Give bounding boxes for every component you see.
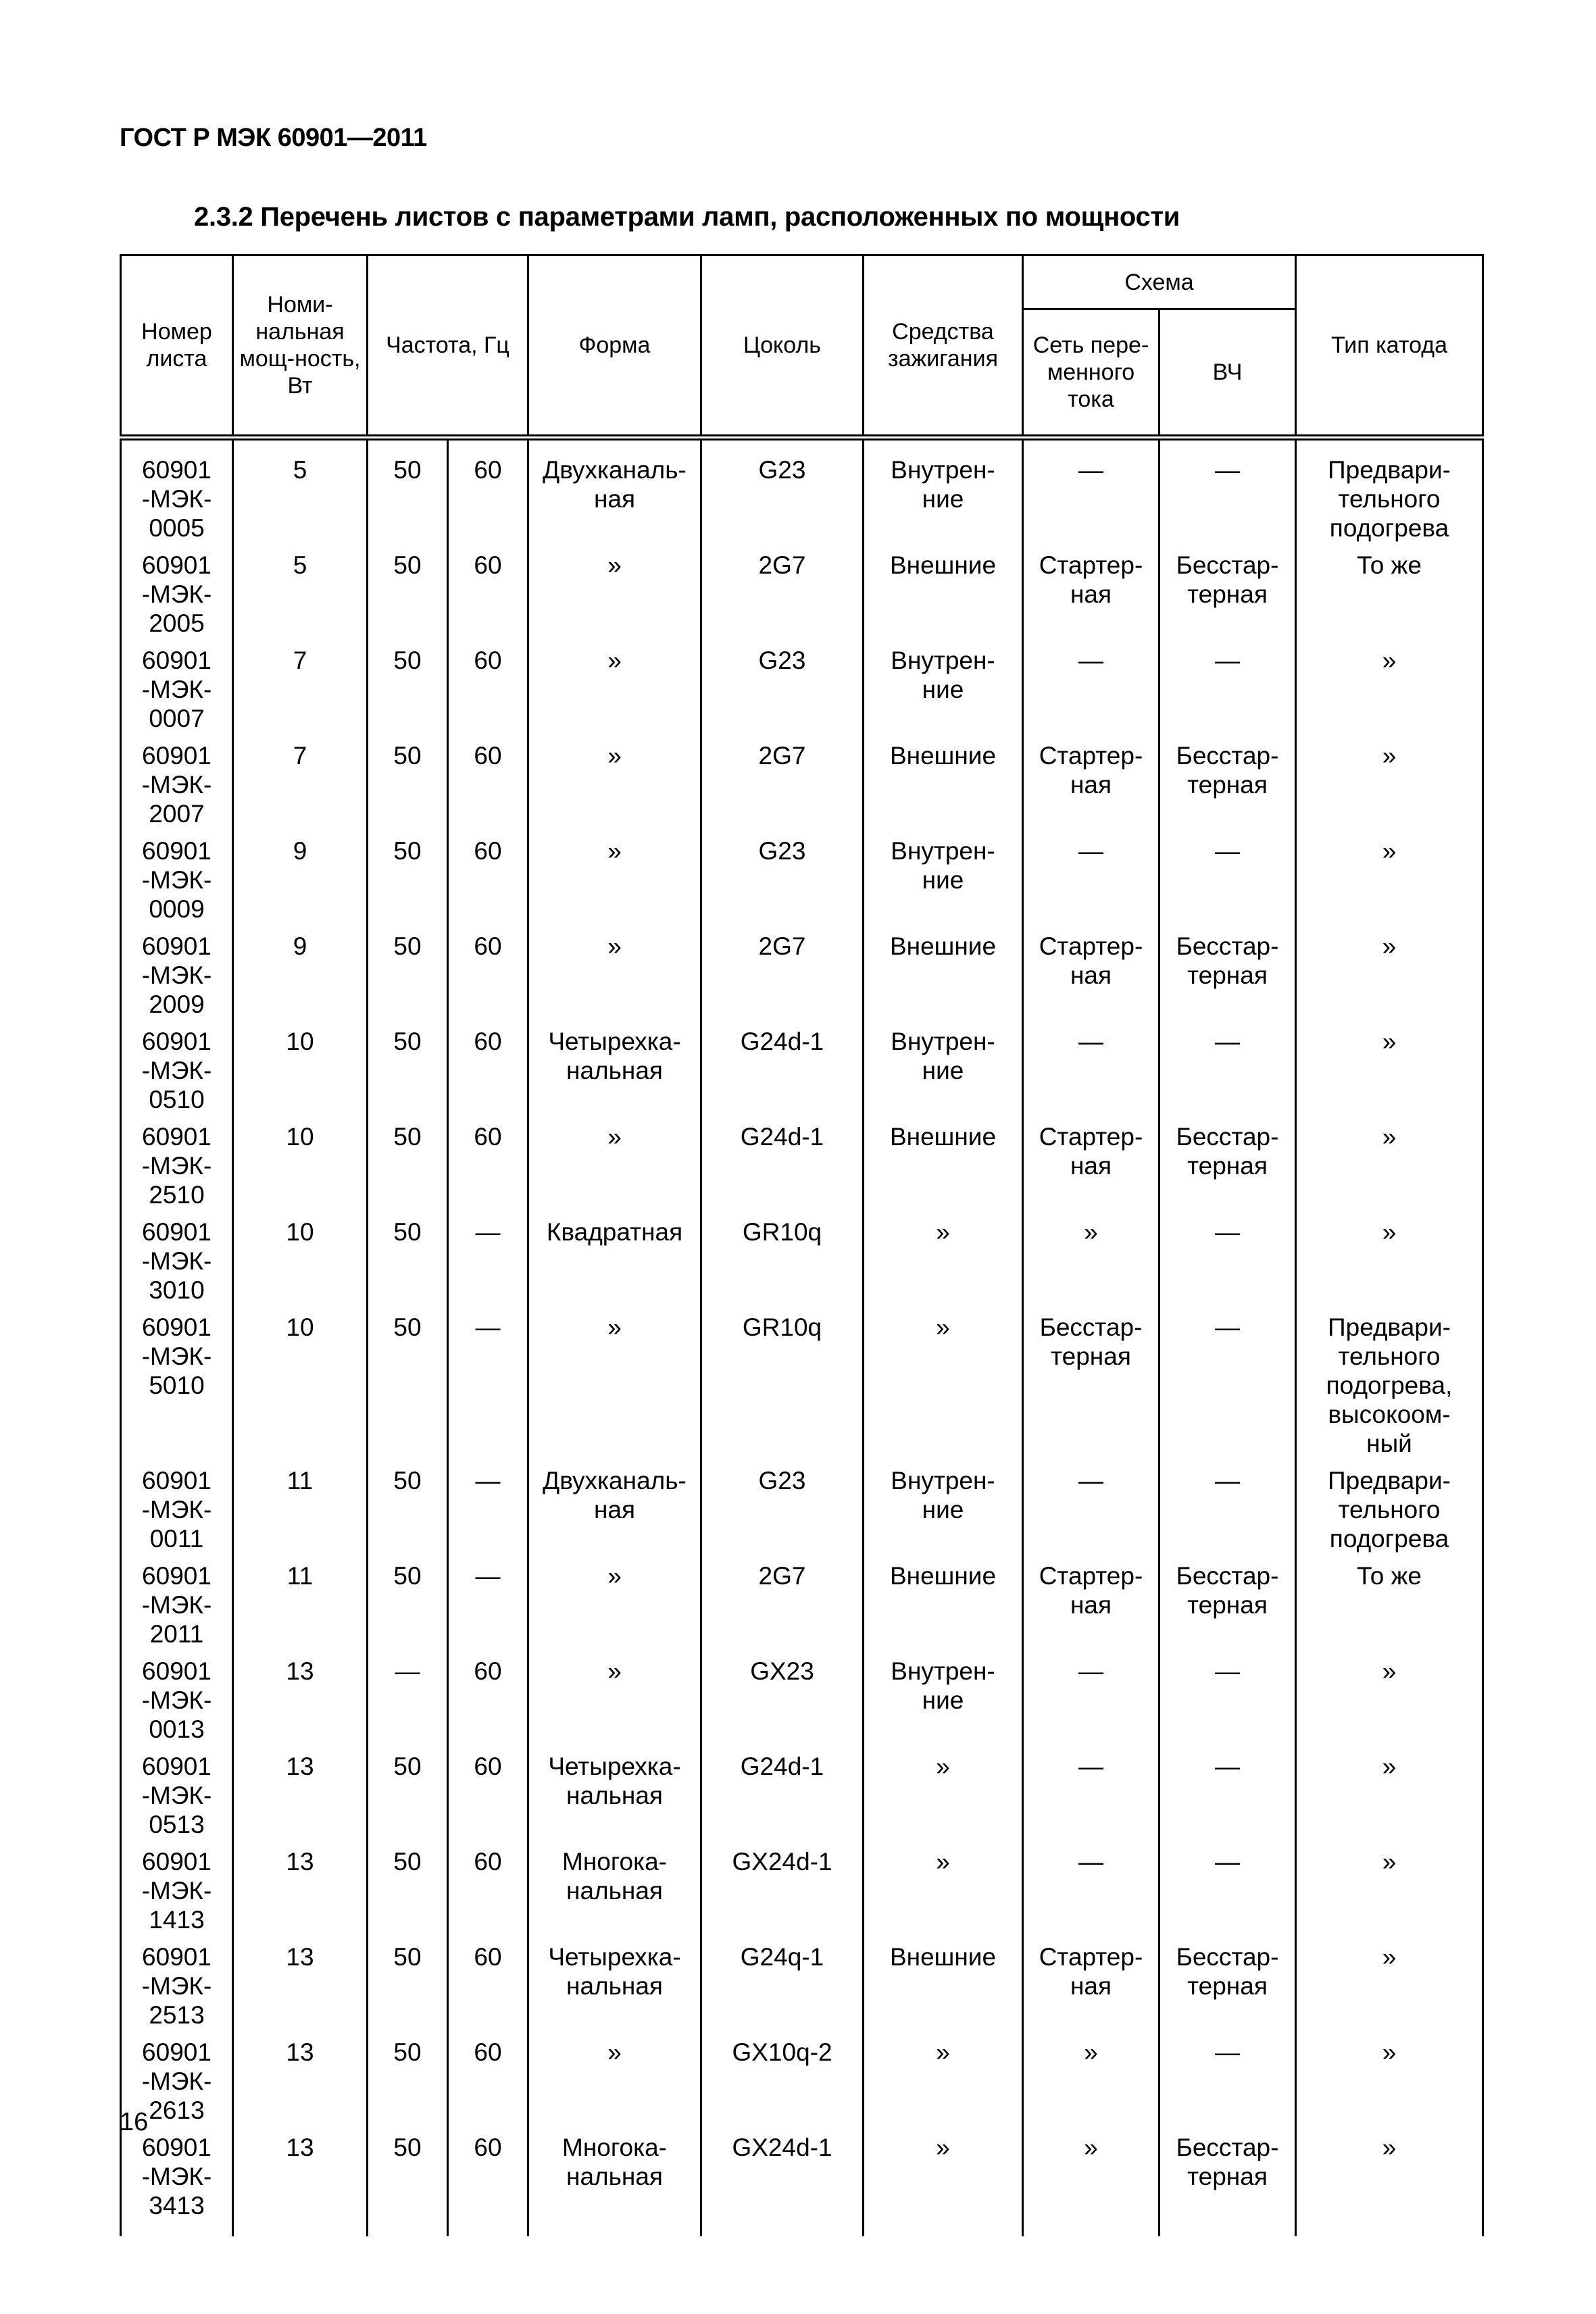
cell-nominal-power: 13 [233, 1934, 368, 2030]
lamp-sheet-table [120, 254, 1484, 2236]
cell-ignition: Внешние [864, 543, 1023, 638]
cell-base: G24q-1 [701, 1934, 864, 2030]
cell-scheme-hf: — [1159, 1744, 1296, 1839]
cell-ignition: Внутрен- ние [864, 1458, 1023, 1553]
cell-frequency-60: 60 [448, 733, 528, 828]
cell-shape: » [528, 543, 701, 638]
cell-cathode-type: » [1296, 1209, 1483, 1305]
cell-frequency-50: 50 [368, 638, 448, 733]
cell-frequency-50: 50 [368, 1458, 448, 1553]
cell-cathode-type: » [1296, 1019, 1483, 1114]
cell-scheme-hf: Бесстар- терная [1159, 1553, 1296, 1649]
table-body [121, 438, 1483, 2237]
cell-frequency-60: 60 [448, 638, 528, 733]
cell-frequency-60: 60 [448, 924, 528, 1019]
table-row [121, 828, 1483, 924]
cell-base: GX24d-1 [701, 1839, 864, 1934]
cell-shape: » [528, 1305, 701, 1458]
cell-sheet-number: 60901 -МЭК- 0013 [121, 1649, 233, 1744]
cell-scheme-hf: — [1159, 1649, 1296, 1744]
table-row [121, 1649, 1483, 1744]
cell-sheet-number: 60901 -МЭК- 5010 [121, 1305, 233, 1458]
cell-frequency-50: 50 [368, 1209, 448, 1305]
cell-ignition: Внешние [864, 1553, 1023, 1649]
cell-sheet-number: 60901 -МЭК- 0005 [121, 438, 233, 543]
cell-frequency-50: 50 [368, 1934, 448, 2030]
cell-shape: » [528, 924, 701, 1019]
cell-frequency-60: 60 [448, 2125, 528, 2236]
cell-frequency-50: 50 [368, 2030, 448, 2125]
cell-scheme-hf: Бесстар- терная [1159, 1934, 1296, 2030]
cell-scheme-hf: Бесстар- терная [1159, 733, 1296, 828]
cell-base: G23 [701, 828, 864, 924]
cell-scheme-hf: — [1159, 638, 1296, 733]
cell-scheme-ac: Стартер- ная [1023, 733, 1159, 828]
table-row [121, 2125, 1483, 2236]
cell-cathode-type: » [1296, 828, 1483, 924]
cell-scheme-hf: — [1159, 1839, 1296, 1934]
cell-shape: Двухканаль- ная [528, 438, 701, 543]
cell-frequency-50: — [368, 1649, 448, 1744]
cell-cathode-type: » [1296, 924, 1483, 1019]
cell-frequency-60: 60 [448, 1934, 528, 2030]
cell-ignition: » [864, 2030, 1023, 2125]
cell-scheme-hf: — [1159, 1209, 1296, 1305]
cell-frequency-50: 50 [368, 438, 448, 543]
cell-nominal-power: 13 [233, 1744, 368, 1839]
table-row [121, 638, 1483, 733]
cell-frequency-50: 50 [368, 1019, 448, 1114]
cell-frequency-60: 60 [448, 1114, 528, 1209]
cell-shape: Четырехка- нальная [528, 1019, 701, 1114]
cell-ignition: Внутрен- ние [864, 638, 1023, 733]
table-row [121, 1744, 1483, 1839]
cell-sheet-number: 60901 -МЭК- 0513 [121, 1744, 233, 1839]
cell-shape: » [528, 1553, 701, 1649]
cell-shape: Четырехка- нальная [528, 1934, 701, 2030]
cell-nominal-power: 10 [233, 1305, 368, 1458]
cell-scheme-hf: — [1159, 828, 1296, 924]
cell-shape: Четырехка- нальная [528, 1744, 701, 1839]
table-row [121, 438, 1483, 543]
cell-cathode-type: То же [1296, 543, 1483, 638]
cell-nominal-power: 5 [233, 438, 368, 543]
cell-scheme-ac: — [1023, 1744, 1159, 1839]
cell-scheme-ac: Стартер- ная [1023, 1934, 1159, 2030]
cell-frequency-50: 50 [368, 543, 448, 638]
col-header-ignition: Средства зажигания [864, 255, 1023, 438]
cell-cathode-type: » [1296, 638, 1483, 733]
cell-cathode-type: » [1296, 2030, 1483, 2125]
table-row [121, 1553, 1483, 1649]
cell-scheme-ac: — [1023, 638, 1159, 733]
cell-sheet-number: 60901 -МЭК- 0510 [121, 1019, 233, 1114]
col-header-nominal-power: Номи-нальная мощ-ность, Вт [233, 255, 368, 438]
page-number: 16 [120, 2108, 149, 2136]
cell-shape: » [528, 2030, 701, 2125]
cell-cathode-type: Предвари- тельного подогрева [1296, 1458, 1483, 1553]
cell-ignition: Внутрен- ние [864, 828, 1023, 924]
cell-scheme-ac: — [1023, 1839, 1159, 1934]
cell-nominal-power: 11 [233, 1458, 368, 1553]
cell-ignition: » [864, 1839, 1023, 1934]
cell-nominal-power: 10 [233, 1114, 368, 1209]
cell-frequency-60: — [448, 1209, 528, 1305]
cell-scheme-hf: — [1159, 1305, 1296, 1458]
cell-sheet-number: 60901 -МЭК- 2513 [121, 1934, 233, 2030]
cell-base: 2G7 [701, 924, 864, 1019]
col-header-cathode-type: Тип катода [1296, 255, 1483, 438]
col-header-scheme-hf: ВЧ [1159, 309, 1296, 438]
cell-scheme-hf: Бесстар- терная [1159, 924, 1296, 1019]
cell-base: GX23 [701, 1649, 864, 1744]
cell-scheme-ac: Стартер- ная [1023, 543, 1159, 638]
cell-frequency-60: — [448, 1305, 528, 1458]
cell-shape: » [528, 638, 701, 733]
cell-frequency-60: 60 [448, 2030, 528, 2125]
cell-frequency-60: 60 [448, 1839, 528, 1934]
cell-scheme-hf: — [1159, 2030, 1296, 2125]
cell-scheme-ac: » [1023, 2125, 1159, 2236]
cell-sheet-number: 60901 -МЭК- 2005 [121, 543, 233, 638]
cell-scheme-hf: Бесстар- терная [1159, 2125, 1296, 2236]
cell-base: GR10q [701, 1209, 864, 1305]
cell-cathode-type: » [1296, 2125, 1483, 2236]
cell-scheme-ac: — [1023, 1019, 1159, 1114]
document-code-header: ГОСТ Р МЭК 60901—2011 [120, 124, 427, 152]
cell-scheme-ac: — [1023, 828, 1159, 924]
cell-base: G24d-1 [701, 1019, 864, 1114]
cell-cathode-type: » [1296, 733, 1483, 828]
cell-frequency-50: 50 [368, 1305, 448, 1458]
cell-sheet-number: 60901 -МЭК- 3413 [121, 2125, 233, 2236]
table-row [121, 1839, 1483, 1934]
cell-sheet-number: 60901 -МЭК- 2007 [121, 733, 233, 828]
cell-base: G23 [701, 638, 864, 733]
cell-ignition: Внутрен- ние [864, 1649, 1023, 1744]
cell-sheet-number: 60901 -МЭК- 0011 [121, 1458, 233, 1553]
cell-ignition: Внутрен- ние [864, 438, 1023, 543]
cell-base: G23 [701, 1458, 864, 1553]
cell-scheme-ac: Бесстар- терная [1023, 1305, 1159, 1458]
cell-base: G24d-1 [701, 1114, 864, 1209]
cell-frequency-50: 50 [368, 924, 448, 1019]
cell-sheet-number: 60901 -МЭК- 2510 [121, 1114, 233, 1209]
cell-base: 2G7 [701, 733, 864, 828]
cell-cathode-type: » [1296, 1649, 1483, 1744]
cell-base: GR10q [701, 1305, 864, 1458]
cell-shape: Многока- нальная [528, 1839, 701, 1934]
cell-frequency-60: 60 [448, 1744, 528, 1839]
cell-scheme-ac: Стартер- ная [1023, 924, 1159, 1019]
col-header-scheme-ac: Сеть пере-менного тока [1023, 309, 1159, 438]
cell-scheme-hf: — [1159, 438, 1296, 543]
cell-sheet-number: 60901 -МЭК- 2009 [121, 924, 233, 1019]
col-header-base: Цоколь [701, 255, 864, 438]
cell-ignition: » [864, 1744, 1023, 1839]
cell-sheet-number: 60901 -МЭК- 2011 [121, 1553, 233, 1649]
table-row [121, 1019, 1483, 1114]
cell-frequency-60: 60 [448, 1019, 528, 1114]
cell-ignition: » [864, 1305, 1023, 1458]
cell-cathode-type: То же [1296, 1553, 1483, 1649]
col-header-sheet-number: Номер листа [121, 255, 233, 438]
table-row [121, 1934, 1483, 2030]
table-row [121, 1114, 1483, 1209]
cell-nominal-power: 13 [233, 2125, 368, 2236]
table-row [121, 1305, 1483, 1458]
table-row [121, 2030, 1483, 2125]
cell-scheme-ac: Стартер- ная [1023, 1114, 1159, 1209]
cell-scheme-ac: » [1023, 2030, 1159, 2125]
table-row [121, 1209, 1483, 1305]
cell-frequency-60: 60 [448, 438, 528, 543]
cell-ignition: Внешние [864, 1114, 1023, 1209]
cell-cathode-type: » [1296, 1114, 1483, 1209]
cell-cathode-type: Предвари- тельного подогрева, высокоом- ный [1296, 1305, 1483, 1458]
cell-shape: Многока- нальная [528, 2125, 701, 2236]
cell-cathode-type: Предвари- тельного подогрева [1296, 438, 1483, 543]
cell-frequency-60: 60 [448, 828, 528, 924]
cell-base: G24d-1 [701, 1744, 864, 1839]
cell-frequency-50: 50 [368, 1114, 448, 1209]
cell-cathode-type: » [1296, 1934, 1483, 2030]
cell-base: 2G7 [701, 543, 864, 638]
cell-shape: Квадратная [528, 1209, 701, 1305]
cell-frequency-50: 50 [368, 2125, 448, 2236]
cell-scheme-hf: — [1159, 1458, 1296, 1553]
cell-scheme-ac: — [1023, 1458, 1159, 1553]
cell-ignition: Внешние [864, 733, 1023, 828]
cell-frequency-60: — [448, 1553, 528, 1649]
cell-frequency-50: 50 [368, 1839, 448, 1934]
cell-sheet-number: 60901 -МЭК- 2613 [121, 2030, 233, 2125]
cell-nominal-power: 13 [233, 2030, 368, 2125]
cell-frequency-50: 50 [368, 1553, 448, 1649]
cell-frequency-50: 50 [368, 733, 448, 828]
section-title: 2.3.2 Перечень листов с параметрами ламп, расположенных по мощности [194, 202, 1180, 232]
table-row [121, 543, 1483, 638]
cell-frequency-60: 60 [448, 1649, 528, 1744]
cell-ignition: » [864, 1209, 1023, 1305]
cell-scheme-ac: » [1023, 1209, 1159, 1305]
col-header-shape: Форма [528, 255, 701, 438]
cell-nominal-power: 5 [233, 543, 368, 638]
cell-cathode-type: » [1296, 1839, 1483, 1934]
col-header-frequency: Частота, Гц [368, 255, 528, 438]
cell-ignition: Внешние [864, 924, 1023, 1019]
cell-sheet-number: 60901 -МЭК- 3010 [121, 1209, 233, 1305]
cell-scheme-hf: Бесстар- терная [1159, 1114, 1296, 1209]
col-header-scheme: Схема [1023, 255, 1296, 309]
cell-nominal-power: 11 [233, 1553, 368, 1649]
cell-frequency-50: 50 [368, 1744, 448, 1839]
cell-frequency-60: — [448, 1458, 528, 1553]
cell-frequency-60: 60 [448, 543, 528, 638]
cell-shape: » [528, 1114, 701, 1209]
cell-scheme-hf: — [1159, 1019, 1296, 1114]
cell-nominal-power: 7 [233, 638, 368, 733]
cell-nominal-power: 13 [233, 1649, 368, 1744]
cell-nominal-power: 10 [233, 1209, 368, 1305]
cell-ignition: » [864, 2125, 1023, 2236]
cell-scheme-ac: — [1023, 1649, 1159, 1744]
cell-base: GX24d-1 [701, 2125, 864, 2236]
cell-sheet-number: 60901 -МЭК- 0007 [121, 638, 233, 733]
cell-frequency-50: 50 [368, 828, 448, 924]
cell-ignition: Внешние [864, 1934, 1023, 2030]
cell-nominal-power: 13 [233, 1839, 368, 1934]
cell-scheme-hf: Бесстар- терная [1159, 543, 1296, 638]
table-row [121, 1458, 1483, 1553]
cell-base: GX10q-2 [701, 2030, 864, 2125]
cell-sheet-number: 60901 -МЭК- 1413 [121, 1839, 233, 1934]
cell-cathode-type: » [1296, 1744, 1483, 1839]
cell-base: G23 [701, 438, 864, 543]
table-row [121, 924, 1483, 1019]
cell-sheet-number: 60901 -МЭК- 0009 [121, 828, 233, 924]
cell-shape: » [528, 733, 701, 828]
cell-scheme-ac: Стартер- ная [1023, 1553, 1159, 1649]
cell-ignition: Внутрен- ние [864, 1019, 1023, 1114]
cell-nominal-power: 10 [233, 1019, 368, 1114]
cell-nominal-power: 9 [233, 828, 368, 924]
cell-nominal-power: 9 [233, 924, 368, 1019]
cell-scheme-ac: — [1023, 438, 1159, 543]
cell-shape: » [528, 828, 701, 924]
cell-shape: Двухканаль- ная [528, 1458, 701, 1553]
cell-base: 2G7 [701, 1553, 864, 1649]
cell-shape: » [528, 1649, 701, 1744]
table-row [121, 733, 1483, 828]
cell-nominal-power: 7 [233, 733, 368, 828]
